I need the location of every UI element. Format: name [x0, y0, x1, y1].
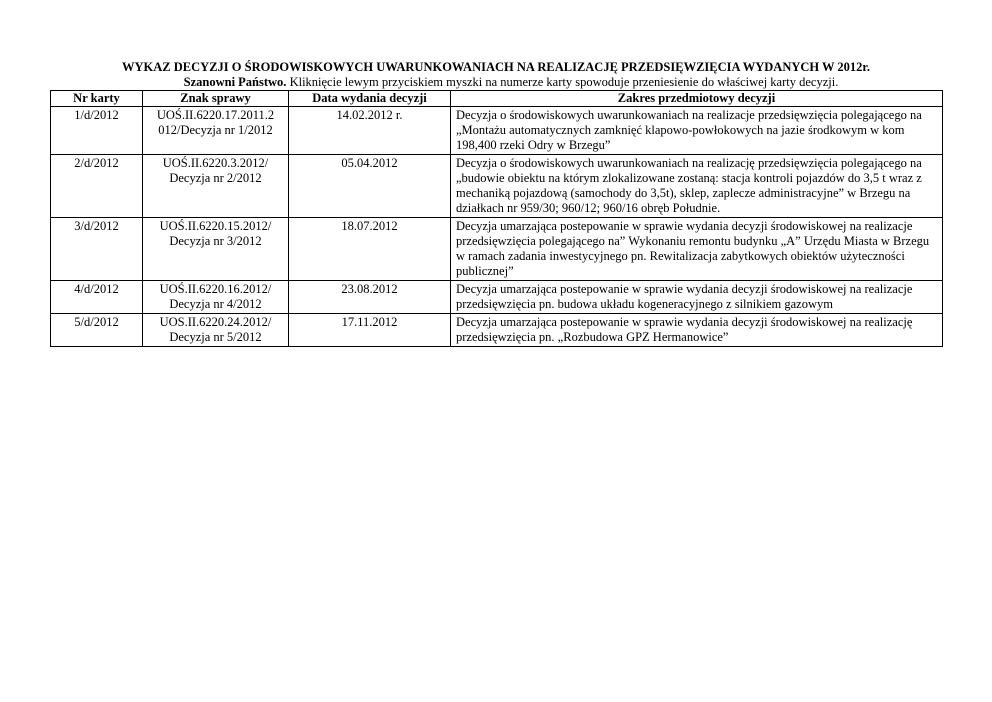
header-data-wydania: Data wydania decyzji: [289, 91, 451, 107]
notice-line: [50, 75, 942, 90]
cell-data-wydania: 05.04.2012: [289, 155, 451, 218]
cell-nr-karty: [51, 281, 143, 314]
cell-data-wydania: 17.11.2012: [289, 314, 451, 347]
cell-zakres: Decyzja o środowiskowych uwarunkowaniach na realizację przedsięwzięcia polegającego na „budowie obiektu na którym zlokalizowane zostaną: stacja kontroli pojazdów do 3,5 t wraz z mechaniką pojazdową (samochody do 3,5t), sklep, zaplecze administracyjne” w Brzegu na działkach nr 959/30; 960/12; 960/16 obręb Południe.: [451, 155, 943, 218]
table-row: [51, 314, 943, 347]
decisions-table: [50, 90, 943, 347]
cell-data-wydania: 14.02.2012 r.: [289, 107, 451, 155]
cell-nr-karty: [51, 218, 143, 281]
cell-data-wydania: 18.07.2012: [289, 218, 451, 281]
cell-znak-sprawy: UOS.II.6220.24.2012/ Decyzja nr 5/2012: [143, 314, 289, 347]
cell-znak-sprawy: UOŚ.II.6220.17.2011.2 012/Decyzja nr 1/2012: [143, 107, 289, 155]
notice-bold: Szanowni Państwo.: [183, 75, 287, 89]
header-nr-karty: Nr karty: [51, 91, 143, 107]
header-znak-sprawy: Znak sprawy: [143, 91, 289, 107]
card-link[interactable]: 1/d/2012: [74, 108, 119, 122]
document-page: [50, 60, 942, 347]
table-row: [51, 107, 943, 155]
cell-zakres: Decyzja umarzająca postepowanie w sprawie wydania decyzji środowiskowej na realizacje przedsięwzięcia polegającego na” Wykonaniu remontu budynku „A” Urzędu Miasta w Brzegu w ramach zadania inwestycyjnego pn. Rewitalizacja zabytkowych obiektów użyteczności publicznej”: [451, 218, 943, 281]
cell-nr-karty: [51, 107, 143, 155]
card-link[interactable]: 4/d/2012: [74, 282, 119, 296]
cell-znak-sprawy: UOŚ.II.6220.3.2012/ Decyzja nr 2/2012: [143, 155, 289, 218]
card-link[interactable]: 3/d/2012: [74, 219, 119, 233]
notice-text: Kliknięcie lewym przyciskiem myszki na numerze karty spowoduje przeniesienie do właściwej karty decyzji.: [286, 75, 839, 89]
table-header-row: [51, 91, 943, 107]
cell-zakres: Decyzja o środowiskowych uwarunkowaniach na realizacje przedsięwzięcia polegającego na „Montażu automatycznych zamknięć klapowo-powłokowych na jazie środkowym w kom 198,400 rzeki Odry w Brzegu”: [451, 107, 943, 155]
cell-zakres: Decyzja umarzająca postepowanie w sprawie wydania decyzji środowiskowej na realizacje przedsięwzięcia pn. budowa układu kogeneracyjnego z silnikiem gazowym: [451, 281, 943, 314]
cell-zakres: Decyzja umarzająca postepowanie w sprawie wydania decyzji środowiskowej na realizację przedsięwzięcia pn. „Rozbudowa GPZ Hermanowice”: [451, 314, 943, 347]
cell-znak-sprawy: UOŚ.II.6220.15.2012/ Decyzja nr 3/2012: [143, 218, 289, 281]
table-row: [51, 155, 943, 218]
cell-nr-karty: [51, 314, 143, 347]
document-title: WYKAZ DECYZJI O ŚRODOWISKOWYCH UWARUNKOWANIACH NA REALIZACJĘ PRZEDSIĘWZIĘCIA WYDANYCH W 2012r.: [122, 60, 870, 74]
card-link[interactable]: 5/d/2012: [74, 315, 119, 329]
header-zakres: Zakres przedmiotowy decyzji: [451, 91, 943, 107]
cell-nr-karty: [51, 155, 143, 218]
table-row: [51, 281, 943, 314]
cell-znak-sprawy: UOŚ.II.6220.16.2012/ Decyzja nr 4/2012: [143, 281, 289, 314]
cell-data-wydania: 23.08.2012: [289, 281, 451, 314]
card-link[interactable]: 2/d/2012: [74, 156, 119, 170]
table-row: [51, 218, 943, 281]
